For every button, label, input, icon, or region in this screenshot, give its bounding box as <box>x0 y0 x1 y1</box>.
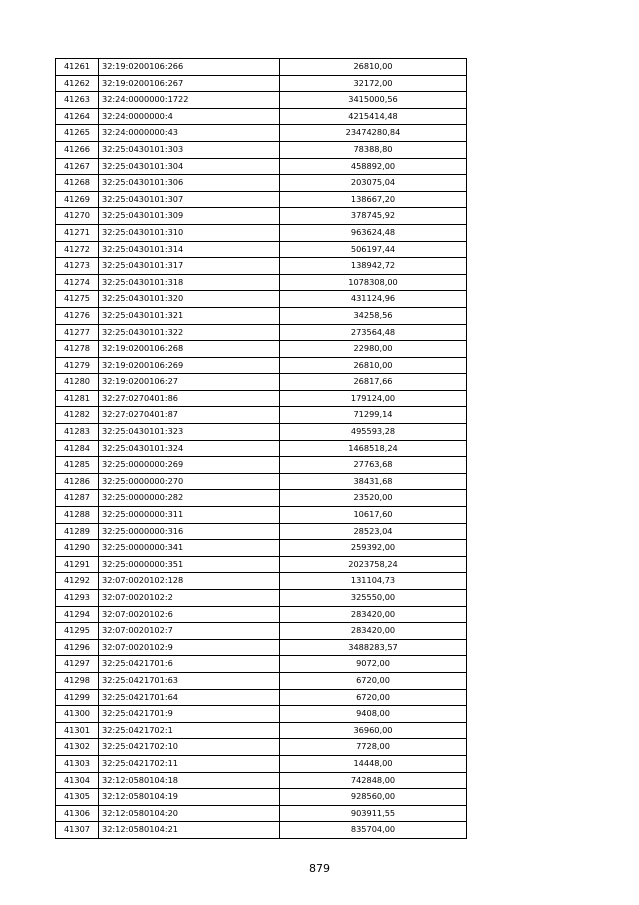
table-row <box>56 241 467 258</box>
cadastral-value-cell: 23520,00 <box>280 490 467 507</box>
cadastral-number-cell: 32:24:0000000:1722 <box>99 92 280 109</box>
cadastral-value-cell: 963624,48 <box>280 224 467 241</box>
cadastral-number-cell: 32:25:0430101:304 <box>99 158 280 175</box>
cadastral-value-cell: 14448,00 <box>280 755 467 772</box>
table-row <box>56 324 467 341</box>
cadastral-number-cell: 32:25:0421701:64 <box>99 689 280 706</box>
cadastral-number-cell: 32:12:0580104:20 <box>99 805 280 822</box>
row-number-cell: 41307 <box>56 822 99 839</box>
table-row <box>56 92 467 109</box>
table-row <box>56 108 467 125</box>
row-number-cell: 41287 <box>56 490 99 507</box>
table-row <box>56 722 467 739</box>
row-number-cell: 41294 <box>56 606 99 623</box>
table-row <box>56 224 467 241</box>
table-row <box>56 374 467 391</box>
table-body <box>56 59 467 839</box>
row-number-cell: 41306 <box>56 805 99 822</box>
cadastral-value-cell: 1468518,24 <box>280 440 467 457</box>
row-number-cell: 41264 <box>56 108 99 125</box>
table-row <box>56 158 467 175</box>
cadastral-number-cell: 32:07:0020102:2 <box>99 590 280 607</box>
cadastral-number-cell: 32:07:0020102:128 <box>99 573 280 590</box>
cadastral-number-cell: 32:27:0270401:86 <box>99 390 280 407</box>
cadastral-value-cell: 283420,00 <box>280 606 467 623</box>
table-row <box>56 341 467 358</box>
row-number-cell: 41273 <box>56 258 99 275</box>
cadastral-number-cell: 32:25:0430101:309 <box>99 208 280 225</box>
cadastral-value-cell: 273564,48 <box>280 324 467 341</box>
cadastral-value-cell: 78388,80 <box>280 141 467 158</box>
table-row <box>56 490 467 507</box>
cadastral-number-cell: 32:25:0000000:282 <box>99 490 280 507</box>
row-number-cell: 41274 <box>56 274 99 291</box>
row-number-cell: 41275 <box>56 291 99 308</box>
table-row <box>56 457 467 474</box>
row-number-cell: 41302 <box>56 739 99 756</box>
cadastral-value-cell: 506197,44 <box>280 241 467 258</box>
cadastral-value-cell: 325550,00 <box>280 590 467 607</box>
table-row <box>56 540 467 557</box>
cadastral-value-cell: 34258,56 <box>280 307 467 324</box>
table-row <box>56 739 467 756</box>
cadastral-number-cell: 32:25:0000000:351 <box>99 556 280 573</box>
row-number-cell: 41299 <box>56 689 99 706</box>
cadastral-number-cell: 32:25:0421701:9 <box>99 706 280 723</box>
cadastral-value-cell: 4215414,48 <box>280 108 467 125</box>
table-row <box>56 291 467 308</box>
table-row <box>56 656 467 673</box>
cadastral-value-cell: 431124,96 <box>280 291 467 308</box>
cadastral-value-cell: 2023758,24 <box>280 556 467 573</box>
table-row <box>56 141 467 158</box>
table-row <box>56 75 467 92</box>
cadastral-number-cell: 32:25:0430101:320 <box>99 291 280 308</box>
table-row <box>56 424 467 441</box>
cadastral-number-cell: 32:25:0430101:318 <box>99 274 280 291</box>
table-row <box>56 357 467 374</box>
row-number-cell: 41278 <box>56 341 99 358</box>
page-number: 879 <box>309 862 330 875</box>
cadastral-value-cell: 7728,00 <box>280 739 467 756</box>
row-number-cell: 41303 <box>56 755 99 772</box>
table-row <box>56 208 467 225</box>
row-number-cell: 41280 <box>56 374 99 391</box>
cadastral-value-cell: 23474280,84 <box>280 125 467 142</box>
row-number-cell: 41295 <box>56 623 99 640</box>
row-number-cell: 41285 <box>56 457 99 474</box>
row-number-cell: 41269 <box>56 191 99 208</box>
table-row <box>56 125 467 142</box>
cadastral-number-cell: 32:25:0430101:310 <box>99 224 280 241</box>
cadastral-value-cell: 3488283,57 <box>280 639 467 656</box>
cadastral-number-cell: 32:25:0430101:324 <box>99 440 280 457</box>
cadastral-number-cell: 32:12:0580104:19 <box>99 789 280 806</box>
cadastral-number-cell: 32:12:0580104:18 <box>99 772 280 789</box>
cadastral-value-cell: 179124,00 <box>280 390 467 407</box>
cadastral-number-cell: 32:19:0200106:266 <box>99 59 280 76</box>
cadastral-value-cell: 928560,00 <box>280 789 467 806</box>
cadastral-value-cell: 22980,00 <box>280 341 467 358</box>
cadastral-value-cell: 28523,04 <box>280 523 467 540</box>
row-number-cell: 41270 <box>56 208 99 225</box>
row-number-cell: 41296 <box>56 639 99 656</box>
row-number-cell: 41284 <box>56 440 99 457</box>
table-row <box>56 590 467 607</box>
row-number-cell: 41267 <box>56 158 99 175</box>
row-number-cell: 41265 <box>56 125 99 142</box>
row-number-cell: 41266 <box>56 141 99 158</box>
cadastral-value-cell: 138667,20 <box>280 191 467 208</box>
table-row <box>56 556 467 573</box>
cadastral-number-cell: 32:19:0200106:268 <box>99 341 280 358</box>
row-number-cell: 41297 <box>56 656 99 673</box>
table-row <box>56 274 467 291</box>
row-number-cell: 41290 <box>56 540 99 557</box>
row-number-cell: 41283 <box>56 424 99 441</box>
cadastral-number-cell: 32:25:0430101:303 <box>99 141 280 158</box>
table-row <box>56 706 467 723</box>
table-row <box>56 473 467 490</box>
table-row <box>56 805 467 822</box>
cadastral-number-cell: 32:25:0430101:323 <box>99 424 280 441</box>
row-number-cell: 41263 <box>56 92 99 109</box>
row-number-cell: 41271 <box>56 224 99 241</box>
table-row <box>56 523 467 540</box>
cadastral-value-cell: 26810,00 <box>280 357 467 374</box>
cadastral-number-cell: 32:19:0200106:269 <box>99 357 280 374</box>
cadastral-value-cell: 32172,00 <box>280 75 467 92</box>
cadastral-value-cell: 458892,00 <box>280 158 467 175</box>
cadastral-number-cell: 32:07:0020102:7 <box>99 623 280 640</box>
table-row <box>56 573 467 590</box>
table-row <box>56 407 467 424</box>
cadastral-number-cell: 32:12:0580104:21 <box>99 822 280 839</box>
cadastral-value-cell: 38431,68 <box>280 473 467 490</box>
cadastral-value-cell: 742848,00 <box>280 772 467 789</box>
table-row <box>56 440 467 457</box>
cadastral-number-cell: 32:19:0200106:27 <box>99 374 280 391</box>
row-number-cell: 41292 <box>56 573 99 590</box>
row-number-cell: 41304 <box>56 772 99 789</box>
cadastral-value-cell: 835704,00 <box>280 822 467 839</box>
cadastral-number-cell: 32:25:0000000:269 <box>99 457 280 474</box>
table-row <box>56 258 467 275</box>
table-row <box>56 639 467 656</box>
cadastral-value-table <box>55 58 467 839</box>
table-row <box>56 606 467 623</box>
cadastral-number-cell: 32:25:0430101:306 <box>99 175 280 192</box>
cadastral-number-cell: 32:24:0000000:4 <box>99 108 280 125</box>
cadastral-number-cell: 32:25:0430101:307 <box>99 191 280 208</box>
cadastral-number-cell: 32:25:0421702:11 <box>99 755 280 772</box>
table-row <box>56 689 467 706</box>
row-number-cell: 41277 <box>56 324 99 341</box>
cadastral-value-cell: 9408,00 <box>280 706 467 723</box>
table-row <box>56 789 467 806</box>
table-row <box>56 623 467 640</box>
table-row <box>56 59 467 76</box>
cadastral-number-cell: 32:19:0200106:267 <box>99 75 280 92</box>
cadastral-value-cell: 27763,68 <box>280 457 467 474</box>
row-number-cell: 41300 <box>56 706 99 723</box>
cadastral-number-cell: 32:25:0430101:317 <box>99 258 280 275</box>
cadastral-number-cell: 32:25:0430101:314 <box>99 241 280 258</box>
cadastral-number-cell: 32:25:0000000:341 <box>99 540 280 557</box>
cadastral-value-cell: 10617,60 <box>280 507 467 524</box>
cadastral-value-cell: 26810,00 <box>280 59 467 76</box>
cadastral-value-cell: 9072,00 <box>280 656 467 673</box>
row-number-cell: 41289 <box>56 523 99 540</box>
cadastral-value-cell: 495593,28 <box>280 424 467 441</box>
table-row <box>56 175 467 192</box>
row-number-cell: 41272 <box>56 241 99 258</box>
cadastral-value-cell: 3415000,56 <box>280 92 467 109</box>
cadastral-value-cell: 283420,00 <box>280 623 467 640</box>
row-number-cell: 41298 <box>56 672 99 689</box>
cadastral-number-cell: 32:07:0020102:9 <box>99 639 280 656</box>
row-number-cell: 41268 <box>56 175 99 192</box>
cadastral-value-cell: 203075,04 <box>280 175 467 192</box>
cadastral-value-cell: 259392,00 <box>280 540 467 557</box>
cadastral-value-cell: 36960,00 <box>280 722 467 739</box>
table-row <box>56 672 467 689</box>
cadastral-number-cell: 32:25:0000000:270 <box>99 473 280 490</box>
row-number-cell: 41293 <box>56 590 99 607</box>
table-row <box>56 507 467 524</box>
table-row <box>56 191 467 208</box>
cadastral-number-cell: 32:27:0270401:87 <box>99 407 280 424</box>
cadastral-number-cell: 32:25:0430101:322 <box>99 324 280 341</box>
cadastral-value-cell: 1078308,00 <box>280 274 467 291</box>
row-number-cell: 41276 <box>56 307 99 324</box>
row-number-cell: 41291 <box>56 556 99 573</box>
cadastral-number-cell: 32:24:0000000:43 <box>99 125 280 142</box>
cadastral-number-cell: 32:07:0020102:6 <box>99 606 280 623</box>
cadastral-value-cell: 26817,66 <box>280 374 467 391</box>
row-number-cell: 41288 <box>56 507 99 524</box>
row-number-cell: 41279 <box>56 357 99 374</box>
row-number-cell: 41262 <box>56 75 99 92</box>
cadastral-value-cell: 138942,72 <box>280 258 467 275</box>
cadastral-number-cell: 32:25:0421701:6 <box>99 656 280 673</box>
table-row <box>56 390 467 407</box>
cadastral-value-cell: 6720,00 <box>280 689 467 706</box>
row-number-cell: 41282 <box>56 407 99 424</box>
cadastral-value-cell: 378745,92 <box>280 208 467 225</box>
table-row <box>56 307 467 324</box>
table-row <box>56 755 467 772</box>
cadastral-value-cell: 71299,14 <box>280 407 467 424</box>
cadastral-value-cell: 6720,00 <box>280 672 467 689</box>
row-number-cell: 41286 <box>56 473 99 490</box>
cadastral-number-cell: 32:25:0421702:10 <box>99 739 280 756</box>
cadastral-number-cell: 32:25:0421701:63 <box>99 672 280 689</box>
cadastral-number-cell: 32:25:0421702:1 <box>99 722 280 739</box>
table-row <box>56 822 467 839</box>
cadastral-number-cell: 32:25:0000000:311 <box>99 507 280 524</box>
cadastral-number-cell: 32:25:0430101:321 <box>99 307 280 324</box>
row-number-cell: 41281 <box>56 390 99 407</box>
table-row <box>56 772 467 789</box>
cadastral-value-cell: 903911,55 <box>280 805 467 822</box>
row-number-cell: 41301 <box>56 722 99 739</box>
row-number-cell: 41261 <box>56 59 99 76</box>
cadastral-number-cell: 32:25:0000000:316 <box>99 523 280 540</box>
cadastral-value-cell: 131104,73 <box>280 573 467 590</box>
row-number-cell: 41305 <box>56 789 99 806</box>
